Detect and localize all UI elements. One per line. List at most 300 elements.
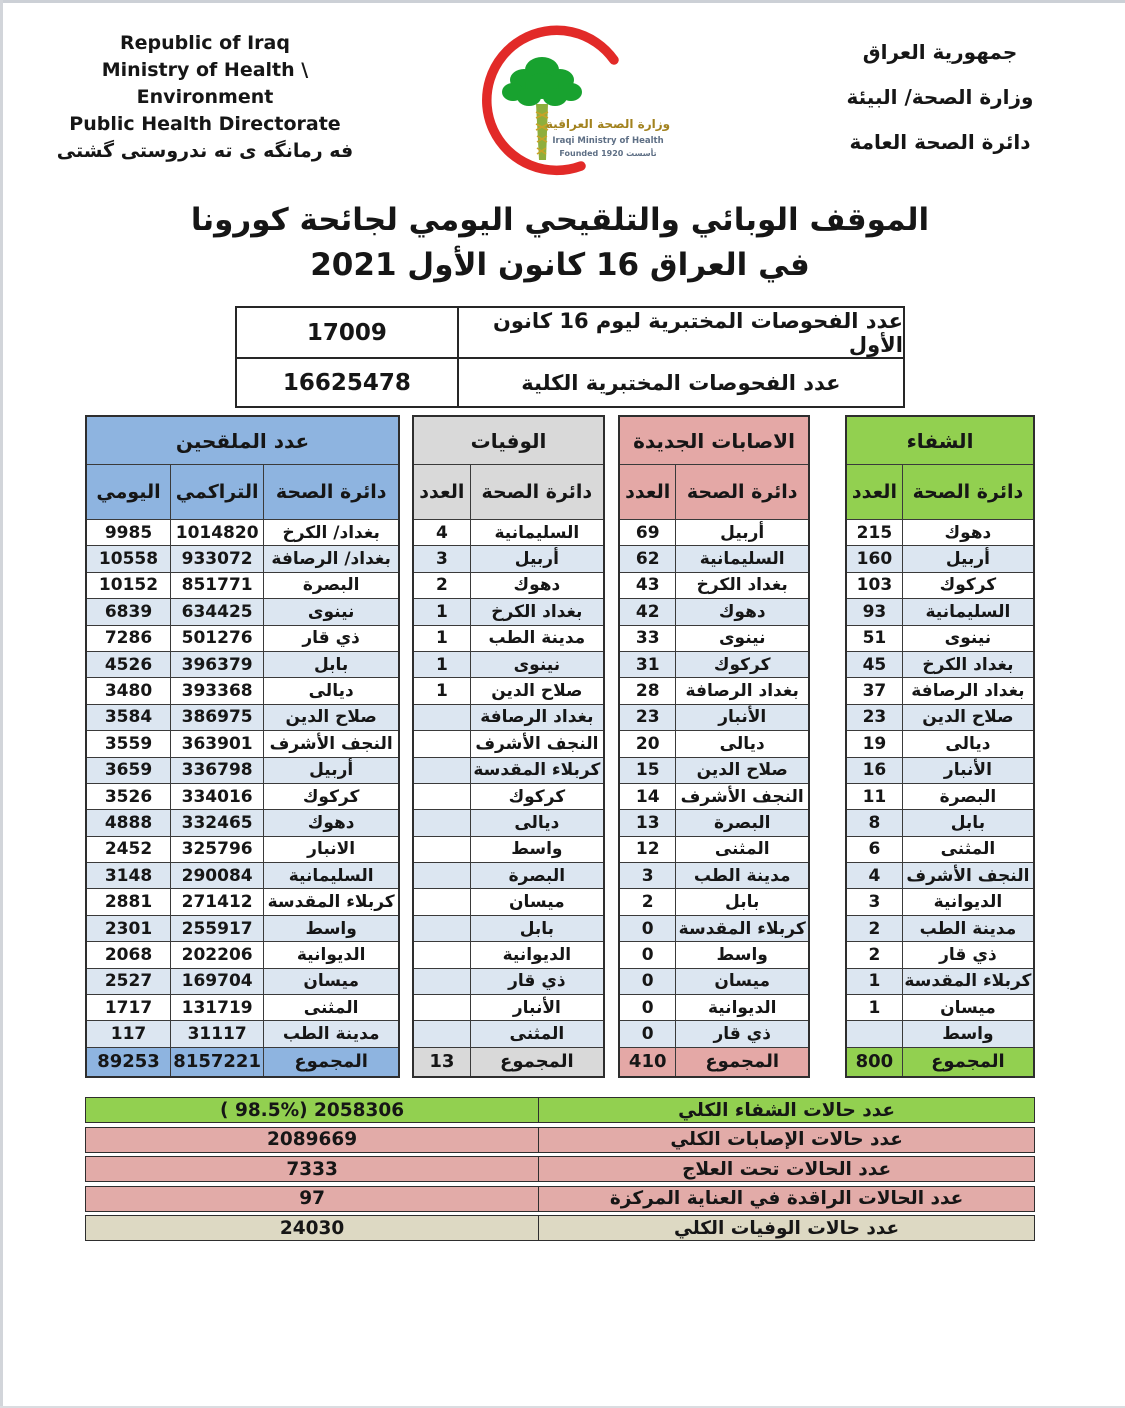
deaths-table [412,415,605,1078]
total-label: المجموع [294,1051,368,1073]
province-count: 12 [620,837,676,862]
table-row [414,625,603,651]
table-row [414,598,603,624]
province-name: الأنبار [512,997,561,1018]
report-title [85,198,1035,288]
province-name: النجف الأشرف [269,733,393,754]
summary-row [85,1097,1035,1123]
table-header-row [414,464,603,519]
province-name: بغداد الكرخ [922,654,1014,675]
province-name: السليمانية [494,522,580,543]
total-cumulative-value: 8157221 [171,1048,264,1076]
province-name: أربيل [720,522,765,543]
province-cumulative: 332465 [171,810,264,835]
table-row [87,994,398,1020]
header-english [40,30,370,165]
province-cumulative: 290084 [171,863,264,888]
table-row [87,941,398,967]
province-name: النجف الأشرف [680,786,804,807]
column-header-directorate: دائرة الصحة [686,481,798,503]
province-count: 2 [847,942,903,967]
table-row [414,1020,603,1046]
province-count [414,1021,471,1046]
province-cumulative: 31117 [171,1021,264,1046]
vaccinated-table-title: عدد الملقحين [175,428,310,453]
province-name: المثنى [940,839,996,860]
table-row [87,836,398,862]
total-label: المجموع [705,1051,780,1073]
table-row [847,915,1033,941]
province-name: السليمانية [925,601,1011,622]
table-row [414,809,603,835]
logo-english-name: Iraqi Ministry of Health [552,136,664,146]
table-body [414,519,603,1047]
table-row [87,572,398,598]
table-row [620,757,808,783]
table-total-row [414,1047,603,1076]
column-header-directorate: دائرة الصحة [275,481,387,503]
province-name: ديالى [945,733,991,754]
table-row [620,625,808,651]
province-name: البصرة [713,812,771,833]
table-row [414,757,603,783]
province-name: بغداد الكرخ [696,575,788,596]
province-name: نينوى [944,628,992,649]
province-count [414,837,471,862]
table-row [87,862,398,888]
province-name: ذي قار [302,628,360,649]
province-name: صلاح الدين [922,707,1014,728]
province-cumulative: 933072 [171,546,264,571]
table-row [414,915,603,941]
table-row [620,545,808,571]
province-cumulative: 202206 [171,942,264,967]
province-count: 42 [620,599,676,624]
table-row [87,545,398,571]
tests-daily-value: 17009 [306,319,387,346]
province-daily: 4526 [87,652,171,677]
header-en-line1: Republic of Iraq [120,32,290,54]
table-row [414,941,603,967]
province-count: 1 [847,995,903,1020]
province-name: كركوك [939,575,997,596]
province-count: 11 [847,784,903,809]
table-row [414,888,603,914]
header-kurdish-line: فه رمانگه ی ته ندروستی گشتی [56,140,354,162]
table-row [237,357,903,406]
province-count [414,995,471,1020]
table-row [847,783,1033,809]
province-daily: 2527 [87,969,171,994]
province-name: مدينة الطب [693,865,791,886]
table-row [87,915,398,941]
table-total-row [87,1047,398,1076]
table-total-row [620,1047,808,1076]
table-row [847,836,1033,862]
tests-total-label: عدد الفحوصات المختبرية الكلية [457,359,903,406]
recovery-table-title: الشفاء [906,428,974,453]
province-count: 160 [847,546,903,571]
province-name: بغداد الرصافة [685,681,799,702]
province-name: ديالى [308,681,354,702]
province-count: 51 [847,626,903,651]
province-name: ذي قار [508,971,566,992]
summary-value: 2089669 [267,1129,358,1150]
province-name: واسط [716,944,768,965]
province-name: المثنى [509,1024,565,1045]
province-count: 14 [620,784,676,809]
province-count: 31 [620,652,676,677]
province-name: الديوانية [502,944,572,965]
table-row [414,519,603,545]
province-name: نينوى [718,628,766,649]
province-daily: 4888 [87,810,171,835]
total-value: 800 [847,1048,903,1076]
province-count: 45 [847,652,903,677]
province-name: ديالى [719,733,765,754]
table-row [87,598,398,624]
table-row [620,968,808,994]
table-row [414,704,603,730]
province-count: 69 [620,520,676,545]
table-row [847,730,1033,756]
column-header-count: العدد [414,465,471,519]
province-name: بابل [313,654,349,675]
province-count: 62 [620,546,676,571]
province-name: صلاح الدين [285,707,377,728]
province-count: 13 [620,810,676,835]
province-name: الديوانية [933,892,1003,913]
table-body [847,519,1033,1047]
province-count [414,916,471,941]
province-name: بابل [725,892,760,913]
summary-label: عدد حالات الإصابات الكلي [538,1128,1034,1152]
province-name: الديوانية [707,997,777,1018]
province-count: 43 [620,573,676,598]
summary-row [85,1127,1035,1153]
table-row [87,519,398,545]
province-count: 8 [847,810,903,835]
table-row [620,915,808,941]
province-count: 0 [620,995,676,1020]
summary-row [85,1215,1035,1241]
ministry-logo [450,12,670,186]
lab-tests-table [235,306,905,408]
province-daily: 7286 [87,626,171,651]
province-count: 4 [847,863,903,888]
province-cumulative: 501276 [171,626,264,651]
table-row [620,1020,808,1046]
province-count: 1 [847,969,903,994]
scan-edge-top [0,0,1125,3]
province-name: البصرة [508,865,566,886]
province-count: 3 [847,889,903,914]
province-daily: 3480 [87,678,171,703]
table-row [87,888,398,914]
table-row [620,836,808,862]
new-infections-table [618,415,810,1078]
table-row [620,730,808,756]
province-count: 2 [620,889,676,914]
province-name: كربلاء المقدسة [267,892,395,913]
table-row [620,941,808,967]
table-row [237,308,903,357]
province-count [847,1021,903,1046]
header-arabic [808,30,1072,165]
logo-founded-text: Founded 1920 تأسست [559,149,657,158]
province-count: 4 [414,520,471,545]
table-title-row [87,417,398,464]
infections-table-title: الاصابات الجديدة [633,428,795,453]
province-count: 16 [847,758,903,783]
table-row [620,888,808,914]
summary-value: 7333 [286,1158,338,1180]
table-row [414,836,603,862]
table-row [414,783,603,809]
province-count: 1 [414,599,471,624]
province-name: ذي قار [939,944,997,965]
province-cumulative: 255917 [171,916,264,941]
table-row [847,862,1033,888]
table-row [847,941,1033,967]
province-name: نينوى [513,654,561,675]
report-title-line1: الموقف الوبائي والتلقيحي اليومي لجائحة كورونا [190,202,930,238]
province-count [414,889,471,914]
table-body [87,519,398,1047]
province-daily: 6839 [87,599,171,624]
province-name: واسط [305,918,357,939]
province-cumulative: 336798 [171,758,264,783]
province-count: 37 [847,678,903,703]
province-count: 15 [620,758,676,783]
province-name: دهوك [307,812,355,833]
table-row [620,519,808,545]
table-row [620,704,808,730]
province-name: السليمانية [699,549,785,570]
province-daily: 9985 [87,520,171,545]
province-count: 1 [414,678,471,703]
province-cumulative: 1014820 [171,520,264,545]
table-row [414,968,603,994]
province-count: 3 [620,863,676,888]
province-name: الأنبار [943,760,992,781]
total-value: 13 [414,1048,471,1076]
deaths-table-title: الوفيات [470,428,547,453]
province-count: 1 [414,652,471,677]
province-daily: 10152 [87,573,171,598]
table-row [847,519,1033,545]
report-title-line2: في العراق 16 كانون الأول 2021 [310,247,810,283]
province-name: بغداد الكرخ [491,601,583,622]
province-daily: 10558 [87,546,171,571]
province-cumulative: 169704 [171,969,264,994]
table-row [620,862,808,888]
province-name: المثنى [303,997,359,1018]
province-name: بغداد/ الرصافة [271,549,391,570]
province-count [414,758,471,783]
table-row [620,677,808,703]
province-name: واسط [942,1024,994,1045]
column-header-count: العدد [847,465,903,519]
province-daily: 3659 [87,758,171,783]
table-row [847,809,1033,835]
province-daily: 117 [87,1021,171,1046]
province-cumulative: 396379 [171,652,264,677]
province-daily: 2452 [87,837,171,862]
table-row [847,598,1033,624]
province-count [414,969,471,994]
table-row [87,704,398,730]
province-name: الديوانية [296,944,366,965]
province-cumulative: 363901 [171,731,264,756]
table-row [620,994,808,1020]
table-row [847,994,1033,1020]
province-daily: 2301 [87,916,171,941]
table-row [620,572,808,598]
summary-label: عدد حالات الوفيات الكلي [538,1216,1034,1240]
crescent-palm-logo-icon [450,12,670,182]
table-row [87,783,398,809]
province-count [414,705,471,730]
province-daily: 1717 [87,995,171,1020]
total-label: المجموع [500,1051,574,1073]
province-cumulative: 634425 [171,599,264,624]
province-name: الانبار [307,839,356,860]
province-name: النجف الأشرف [475,733,599,754]
province-count: 0 [620,1021,676,1046]
province-count [414,863,471,888]
table-row [847,677,1033,703]
vaccinated-table [85,415,400,1078]
table-title-row [414,417,603,464]
table-title-row [847,417,1033,464]
province-name: ميسان [303,971,359,992]
tests-total-value: 16625478 [282,369,411,396]
province-daily: 3148 [87,863,171,888]
province-name: ديالى [514,812,560,833]
tests-daily-label: عدد الفحوصات المختبرية ليوم 16 كانون الأول [457,308,903,357]
table-row [414,730,603,756]
province-name: المثنى [714,839,770,860]
province-count: 23 [847,705,903,730]
province-name: كركوك [302,786,360,807]
column-header-count: العدد [620,465,676,519]
table-body [620,519,808,1047]
table-row [414,677,603,703]
province-name: كربلاء المقدسة [473,760,601,781]
province-name: كربلاء المقدسة [904,971,1032,992]
column-header-directorate: دائرة الصحة [912,481,1024,503]
column-header-daily: اليومي [87,465,171,519]
table-row [847,572,1033,598]
province-count: 93 [847,599,903,624]
province-name: دهوك [513,575,561,596]
table-row [414,862,603,888]
summary-value: ( 98.5%) 2058306 [220,1099,405,1121]
header-en-line2: Ministry of Health \ Environment [101,59,309,108]
province-daily: 3584 [87,705,171,730]
province-daily: 2068 [87,942,171,967]
summary-label: عدد الحالات تحت العلاج [538,1157,1034,1181]
table-row [847,704,1033,730]
column-header-cumulative: التراكمي [171,465,264,519]
province-name: بغداد/ الكرخ [282,522,380,543]
table-row [87,809,398,835]
table-row [87,730,398,756]
province-count: 28 [620,678,676,703]
header-en-line3: Public Health Directorate [69,113,341,135]
table-row [87,651,398,677]
summary-label: عدد الحالات الراقدة في العناية المركزة [538,1187,1034,1211]
table-header-row [620,464,808,519]
total-value: 410 [620,1048,676,1076]
summary-row [85,1186,1035,1212]
table-total-row [847,1047,1033,1076]
province-count: 0 [620,916,676,941]
header-ar-line2: وزارة الصحة/ البيئة [846,85,1034,109]
province-name: النجف الأشرف [906,865,1030,886]
province-count [414,731,471,756]
province-cumulative: 334016 [171,784,264,809]
scan-edge-left [0,0,3,1408]
province-cumulative: 393368 [171,678,264,703]
header-ar-line1: جمهورية العراق [862,40,1018,64]
table-header-row [87,464,398,519]
province-name: ذي قار [713,1024,771,1045]
summary-strip [85,1097,1035,1245]
province-count: 0 [620,942,676,967]
total-daily-value: 89253 [87,1048,171,1076]
summary-value: 24030 [279,1217,345,1239]
province-name: كركوك [508,786,566,807]
table-row [87,968,398,994]
province-count [414,810,471,835]
province-name: مدينة الطب [488,628,586,649]
table-row [847,757,1033,783]
table-row [847,888,1033,914]
province-name: بغداد الرصافة [480,707,594,728]
province-cumulative: 271412 [171,889,264,914]
table-row [620,598,808,624]
table-row [414,651,603,677]
province-name: بابل [950,812,986,833]
province-count [414,942,471,967]
summary-row [85,1156,1035,1182]
province-name: بغداد الرصافة [911,681,1025,702]
province-count: 19 [847,731,903,756]
province-cumulative: 131719 [171,995,264,1020]
province-count: 1 [414,626,471,651]
province-name: السليمانية [288,865,374,886]
table-row [620,783,808,809]
summary-value: 97 [299,1188,325,1209]
province-count: 33 [620,626,676,651]
province-cumulative: 851771 [171,573,264,598]
province-name: أربيل [514,549,559,570]
province-name: مدينة الطب [919,918,1017,939]
province-name: ميسان [509,892,565,913]
province-cumulative: 325796 [171,837,264,862]
table-row [414,545,603,571]
table-row [847,968,1033,994]
table-row [414,994,603,1020]
province-name: البصرة [939,786,997,807]
province-name: صلاح الدين [491,681,583,702]
province-daily: 3559 [87,731,171,756]
province-name: كربلاء المقدسة [678,918,806,939]
province-count: 215 [847,520,903,545]
table-row [87,757,398,783]
